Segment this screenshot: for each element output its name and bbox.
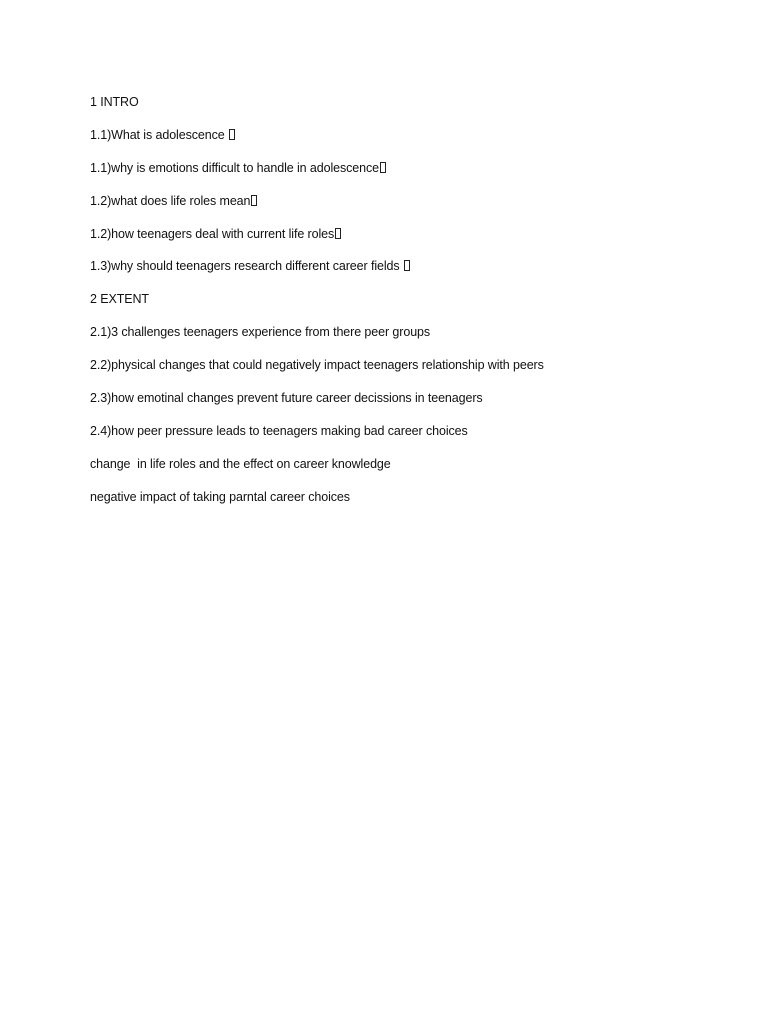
outline-item-2-2	[90, 356, 730, 374]
outline-item-1-2a	[90, 192, 730, 210]
heading-extent	[90, 290, 730, 308]
outline-item-life-roles	[90, 455, 730, 473]
missing-glyph-box-icon	[380, 162, 386, 173]
outline-item-1-1b	[90, 159, 730, 177]
outline-list	[90, 93, 730, 521]
missing-glyph-box-icon	[404, 260, 410, 271]
line-text: negative impact of taking parntal career choices	[90, 489, 350, 504]
line-text: 2.3)how emotinal changes prevent future career decissions in teenagers	[90, 391, 483, 406]
outline-item-parental-choices	[90, 488, 730, 506]
outline-item-2-1	[90, 323, 730, 341]
missing-glyph-box-icon	[251, 195, 257, 206]
line-text: 2 EXTENT	[90, 292, 149, 307]
line-text: 1.2)how teenagers deal with current life roles	[90, 226, 335, 241]
line-text: 1.2)what does life roles mean	[90, 193, 251, 208]
line-text: 2.4)how peer pressure leads to teenagers making bad career choices	[90, 423, 468, 438]
heading-intro	[90, 93, 730, 111]
outline-item-1-1a	[90, 126, 730, 144]
line-text: 2.1)3 challenges teenagers experience from there peer groups	[90, 325, 431, 340]
line-text: 1.1)What is adolescence	[90, 127, 225, 142]
outline-item-1-3	[90, 257, 730, 275]
outline-item-2-3	[90, 389, 730, 407]
line-text: 1 INTRO	[90, 95, 139, 109]
outline-item-1-2b	[90, 225, 730, 243]
line-text: 1.3)why should teenagers research different career fields	[90, 259, 400, 274]
missing-glyph-box-icon	[229, 129, 235, 140]
line-text: change in life roles and the effect on career knowledge	[90, 456, 391, 471]
line-text: 2.2)physical changes that could negatively impact teenagers relationship with peers	[90, 358, 544, 373]
outline-item-2-4	[90, 422, 730, 440]
line-text: 1.1)why is emotions difficult to handle in adolescence	[90, 160, 379, 175]
missing-glyph-box-icon	[335, 228, 341, 239]
